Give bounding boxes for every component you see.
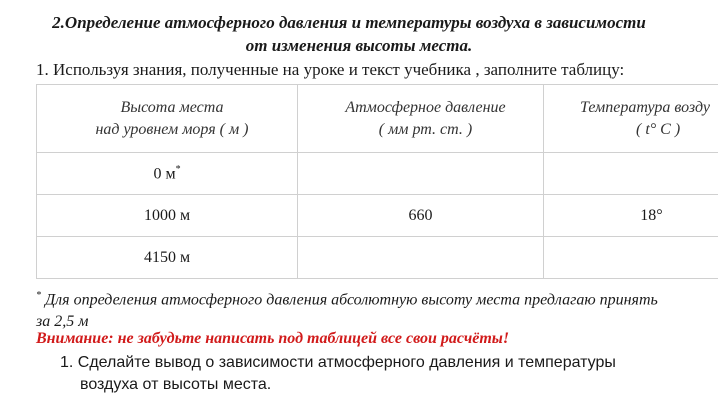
task-instruction: 1. Используя знания, полученные на уроке и текст учебника , заполните таблицу: (36, 60, 625, 79)
cell-temperature[interactable] (544, 153, 718, 195)
header-height-line2: над уровнем моря ( м ) (95, 120, 249, 138)
header-pressure (298, 85, 544, 153)
footnote-text: Для определения атмосферного давления абсолютную высоту места предлагаю принять за 2,5 м (36, 291, 658, 331)
header-pressure-line1: Атмосферное давление (345, 98, 506, 116)
conclusion-task (60, 352, 660, 396)
cell-temperature[interactable] (544, 237, 718, 279)
data-table (36, 84, 718, 279)
cell-height (37, 153, 298, 195)
conclusion-line-1: 1. Сделайте вывод о зависимости атмосферного давления и температуры (60, 354, 616, 371)
header-temperature-line2: ( t° C ) (636, 120, 681, 138)
cell-pressure[interactable] (298, 153, 544, 195)
cell-height (37, 237, 298, 279)
cell-height-value: 1000 м (143, 206, 191, 224)
table-row (37, 195, 718, 237)
header-temperature (544, 85, 718, 153)
conclusion-line-2: воздуха от высоты места. (80, 376, 272, 393)
cell-pressure[interactable] (298, 237, 544, 279)
cell-height-value: 0 м (153, 165, 176, 183)
cell-temperature: 18° (544, 195, 718, 237)
footnote-marker: * (175, 163, 181, 175)
cell-height (37, 195, 298, 237)
header-height (37, 85, 298, 153)
table-row (37, 237, 718, 279)
heading-line-2: от изменения высоты места. (245, 36, 473, 55)
header-height-line1: Высота места (120, 98, 224, 116)
footnote (36, 285, 676, 333)
footnote-marker: * (36, 290, 41, 301)
header-pressure-line2: ( мм рт. ст. ) (378, 120, 473, 138)
header-temperature-line1: Температура возду (580, 98, 710, 116)
cell-pressure: 660 (298, 195, 544, 237)
cell-height-value: 4150 м (143, 248, 191, 266)
table-header-row (37, 85, 718, 153)
table-row (37, 153, 718, 195)
heading-line-1: 2.Определение атмосферного давления и температуры воздуха в зависимости (52, 13, 646, 32)
warning-text: Внимание: не забудьте написать под таблицей все свои расчёты! (36, 330, 510, 347)
